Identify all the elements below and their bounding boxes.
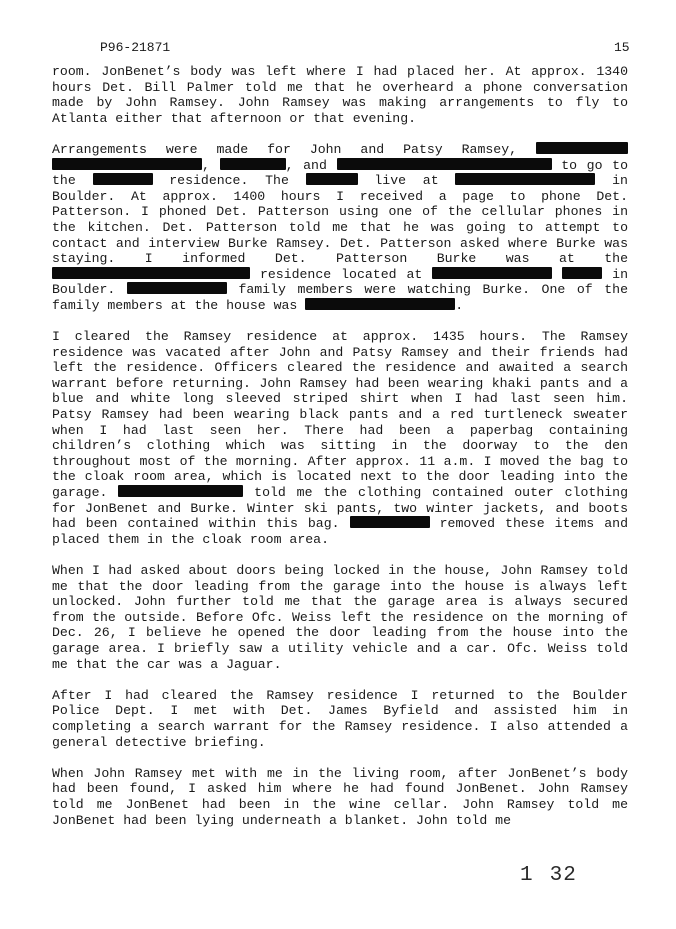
redaction-bar <box>52 158 202 170</box>
paragraph-2 <box>52 142 628 314</box>
paragraph-text: family members were watching Burke. One of the family members at the house was <box>52 282 628 313</box>
paragraph-text: residence. The <box>169 173 289 189</box>
paragraph-text: When I had asked about doors being locked in the house, John Ramsey told me that the door leading from the garage into the house is always left unlocked. John further told me that the garage area is always secured from the outside. Before Ofc. Weiss left the residence on the morning of Dec. 26, I believe he opened the door leading from the house into the garage area. I briefly saw a utility vehicle and a car. Ofc. Weiss told me that the car was a Jaguar. <box>52 563 628 672</box>
paragraph-text: I cleared the Ramsey residence at approx. 1435 hours. The Ramsey residence was vacated after John and Patsy Ramsey and their friends had left the residence. Officers cleared the residence and awaited a search warrant before returning. John Ramsey had been wearing khaki pants and a blue and white long sleeved striped shirt when I had last seen him. Patsy Ramsey had been wearing black pants and a red turtleneck sweater when I had last seen her. There had been a paperbag containing children’s clothing which was sitting in the doorway to the den throughout most of the morning. After approx. 11 a.m. I moved the bag to the cloak room area, which is located next to the door leading into the garage. <box>52 329 628 501</box>
paragraph-6 <box>52 766 628 828</box>
paragraph-text: room. JonBenet’s body was left where I had placed her. At approx. 1340 hours Det. Bill Palmer told me that he overheard a phone conversation made by John Ramsey. John Ramsey was making arrangements to fly to Atlanta either that afternoon or that evening. <box>52 64 628 126</box>
paragraph-1 <box>52 64 628 126</box>
paragraph-text: removed these items and placed them in the cloak room area. <box>52 516 628 547</box>
redaction-bar <box>306 173 358 185</box>
redaction-bar <box>305 298 455 310</box>
paragraph-text: to go to the <box>52 157 628 189</box>
redaction-bar <box>127 282 227 294</box>
paragraph-text: , and <box>285 157 327 173</box>
redaction-bar <box>337 158 552 170</box>
paragraph-text: residence located at <box>259 266 423 282</box>
paragraph-text: in Boulder. At approx. 1400 hours I received a page to phone Det. Patterson. I phoned Det. Patterson using one of the cellular phones in the kitchen. Det. Patterson told me that he was going to attempt to contact and interview Burke Ramsey. Det. Patterson asked where Burke was staying. I informed Det. Patterson Burke was at the <box>52 173 628 267</box>
redaction-bar <box>455 173 595 185</box>
footer-stamp <box>520 864 593 887</box>
paragraph-text: , <box>202 157 210 173</box>
paragraph-text: live at <box>374 173 439 189</box>
paragraph-text: in Boulder. <box>52 266 628 298</box>
redaction-bar <box>220 158 286 170</box>
paragraph-text: . <box>455 297 464 313</box>
redaction-bar <box>93 173 153 185</box>
report-body <box>52 64 628 844</box>
paragraph-text: When John Ramsey met with me in the living room, after JonBenet’s body had been found, I asked him where he had found JonBenet. John Ramsey told me JonBenet had been in the wine cellar. John Ramsey told me JonBenet had been lying underneath a blanket. John told me <box>52 765 628 828</box>
redaction-bar <box>536 142 628 154</box>
redaction-bar <box>432 267 552 279</box>
footer-mark: 32 <box>549 864 577 887</box>
paragraph-4 <box>52 563 628 672</box>
redaction-bar <box>118 485 243 497</box>
paragraph-3 <box>52 329 628 547</box>
paragraph-5 <box>52 688 628 750</box>
redaction-bar <box>562 267 602 279</box>
page-number: 15 <box>614 40 630 55</box>
paragraph-text: Arrangements were made for John and Patsy Ramsey, <box>52 141 518 157</box>
case-number: P96-21871 <box>100 40 171 55</box>
paragraph-text: told me the clothing contained outer clothing for JonBenet and Burke. Winter ski pants, two winter jackets, and boots had been contained within this bag. <box>52 485 628 532</box>
footer-mark: 1 <box>520 864 534 887</box>
paragraph-text: After I had cleared the Ramsey residence I returned to the Boulder Police Dept. I met with Det. James Byfield and assisted him in completing a search warrant for the Ramsey residence. I also attended a general detective briefing. <box>52 687 628 750</box>
redaction-bar <box>350 516 430 528</box>
redaction-bar <box>52 267 250 279</box>
